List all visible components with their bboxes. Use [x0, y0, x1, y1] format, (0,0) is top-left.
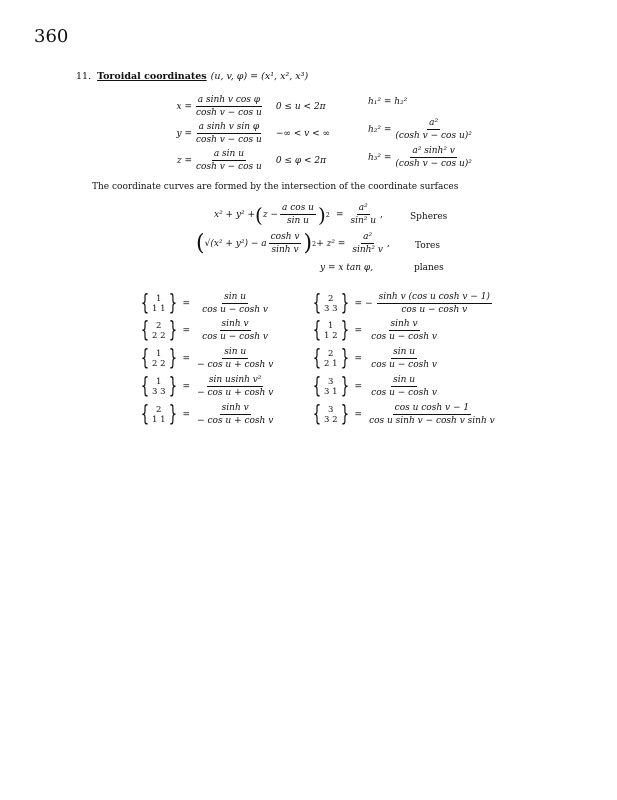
transform-lhs: x =: [176, 101, 192, 112]
transform-y: [168, 122, 330, 145]
surface-tores: ( √(x² + y²) − a $\frac{\text{cosh v}}{\text{sinh v}}$ ) 2 + z² = $\frac{\text{a²}}{\text{sinh² v}}$ ,: [196, 230, 390, 256]
christoffel-symbol: { 2 3 3 } = − $\frac{\text{sinh v (cos u cosh v − 1)}}{\text{cos u − cosh v}}$: [312, 290, 490, 316]
christoffel-bottom-indices: 1 2: [324, 330, 338, 341]
christoffel-bottom-indices: 2 1: [324, 358, 338, 369]
fraction-denominator: sinh v: [271, 245, 299, 255]
surface-spheres: x² + y² + ( z − $\frac{\text{a cos u}}{\text{sin u}}$ ) 2 = $\frac{\text{a²}}{\text{sin² u}}$ ,: [214, 202, 383, 227]
christoffel-fraction: [367, 403, 497, 426]
fraction-numerator: a sin u: [213, 149, 244, 159]
fraction-denominator: sinh² v: [352, 245, 383, 255]
christoffel-symbol: { 2 1 1 } = $\frac{\text{sinh v}}{\text{− cos u + cosh v}}$: [140, 401, 274, 427]
scale-factor-fraction: [393, 118, 473, 141]
fraction-denominator: cos u sinh v − cosh v sinh v: [369, 416, 495, 426]
fraction-numerator: sin u: [393, 375, 416, 385]
christoffel-bottom-indices: 3 3: [324, 303, 338, 314]
scale-factor-h1: h₁² = h₂²: [368, 97, 408, 107]
transform-x: [168, 95, 326, 118]
christoffel-fraction: [195, 292, 275, 315]
christoffel-sign: −: [365, 298, 373, 309]
fraction-denominator: cos u − cosh v: [371, 360, 437, 370]
transform-z: [168, 149, 326, 172]
section-heading: [76, 71, 308, 82]
transform-lhs: y =: [176, 128, 192, 139]
fraction-numerator: a²: [429, 118, 439, 128]
christoffel-symbol: { 1 2 2 } = $\frac{\text{sin u}}{\text{− cos u + cosh v}}$: [140, 345, 274, 371]
fraction-denominator: − cos u + cosh v: [197, 388, 274, 398]
fraction-numerator: sinh v: [221, 403, 249, 413]
surface-planes: y = x tan φ,: [320, 263, 374, 273]
christoffel-symbol: { 2 2 1 } = $\frac{\text{sin u}}{\text{cos u − cosh v}}$: [310, 347, 443, 370]
christoffel-symbol: { 1 1 1 } = $\frac{\text{sin u}}{\text{cos u − cosh v}}$: [138, 292, 277, 315]
surface-rhs-fraction: [350, 232, 385, 255]
surface-inner: z −: [262, 209, 279, 220]
surface-lhs: x² + y² +: [214, 209, 256, 220]
fraction-denominator: sin² u: [350, 216, 377, 226]
fraction-denominator: cos u − cosh v: [371, 388, 437, 398]
christoffel-top-index: 3: [328, 376, 334, 387]
christoffel-top-index: 2: [156, 404, 162, 415]
fraction-denominator: cos u − cosh v: [202, 332, 268, 342]
christoffel-fraction: [195, 403, 275, 426]
fraction-numerator: sin u: [393, 347, 416, 357]
fraction-denominator: cos u − cosh v: [202, 305, 268, 315]
christoffel-bottom-indices: 3 3: [152, 386, 166, 397]
christoffel-top-index: 1: [156, 293, 162, 304]
christoffel-bottom-indices: 1 1: [152, 414, 166, 425]
christoffel-fraction: [367, 319, 441, 342]
christoffel-symbol: { 1 1 2 } = $\frac{\text{sinh v}}{\text{cos u − cosh v}}$: [310, 319, 443, 342]
transform-lhs: z =: [176, 155, 192, 166]
surface-tail: + z² =: [316, 238, 346, 249]
christoffel-fraction: [367, 347, 441, 370]
fraction-denominator: cos u − cosh v: [371, 332, 437, 342]
paren-close: ): [317, 202, 326, 227]
surface-label-spheres: Spheres: [410, 212, 448, 222]
fraction-denominator: (cosh v − cos u)²: [395, 131, 472, 141]
fraction-numerator: cosh v: [270, 232, 300, 242]
christoffel-top-index: 1: [156, 348, 162, 359]
surface-rhs-fraction: [348, 203, 378, 226]
christoffel-bottom-indices: 2 2: [152, 330, 166, 341]
page-number: 360: [34, 26, 69, 47]
paren-open: (: [255, 202, 263, 227]
christoffel-bottom-indices: 2 2: [152, 358, 166, 369]
surface-fraction: [280, 203, 316, 226]
transform-fraction: [194, 122, 264, 145]
fraction-numerator: cos u cosh v − 1: [394, 403, 470, 413]
fraction-denominator: cosh v − cos u: [196, 162, 262, 172]
fraction-numerator: sinh v (cos u cosh v − 1): [378, 292, 490, 302]
fraction-denominator: cos u − cosh v: [401, 305, 468, 315]
section-coordinates: (u, v, φ) = (x¹, x², x³): [210, 71, 309, 82]
fraction-denominator: − cos u + cosh v: [197, 360, 274, 370]
fraction-numerator: a² sinh² v: [412, 146, 455, 156]
christoffel-bottom-indices: 3 1: [324, 386, 338, 397]
christoffel-top-index: 1: [328, 320, 334, 331]
fraction-numerator: sin u: [224, 292, 247, 302]
christoffel-top-index: 2: [156, 320, 162, 331]
fraction-denominator: cosh v − cos u: [196, 108, 262, 118]
christoffel-top-index: 3: [328, 404, 334, 415]
surface-label-tores: Tores: [415, 241, 440, 251]
christoffel-top-index: 1: [156, 376, 162, 387]
transform-fraction: [194, 95, 264, 118]
scale-factor-lhs: h₃² =: [368, 152, 392, 163]
fraction-numerator: sinh v: [390, 319, 418, 329]
scale-factor-h2: [368, 118, 476, 141]
intro-paragraph: The coordinate curves are formed by the intersection of the coordinate surfaces: [92, 182, 459, 192]
surface-lhs: √(x² + y²) − a: [204, 238, 267, 249]
fraction-numerator: a²: [358, 203, 368, 213]
scale-factor-h3: [368, 146, 476, 169]
transform-fraction: [194, 149, 264, 172]
transform-condition: 0 ≤ φ < 2π: [275, 155, 327, 166]
fraction-numerator: a sinh v sin φ: [198, 122, 260, 132]
fraction-denominator: cosh v − cos u: [196, 135, 262, 145]
christoffel-fraction: [195, 347, 275, 370]
surface-label-planes: planes: [414, 263, 444, 273]
christoffel-fraction: [367, 375, 441, 398]
fraction-numerator: sinh v: [221, 319, 249, 329]
fraction-numerator: a²: [363, 232, 373, 242]
christoffel-symbol: { 2 2 2 } = $\frac{\text{sinh v}}{\text{cos u − cosh v}}$: [138, 319, 277, 342]
scale-factor-lhs: h₂² =: [368, 124, 392, 135]
christoffel-fraction: [195, 375, 275, 398]
christoffel-fraction: [377, 292, 492, 315]
christoffel-bottom-indices: 1 1: [152, 303, 166, 314]
paren-close: ): [303, 230, 313, 256]
surface-fraction: [269, 232, 302, 255]
christoffel-symbol: { 3 3 2 } = $\frac{\text{cos u cosh v − 1}}{\text{cos u sinh v − cosh v sinh v}}$: [312, 401, 495, 427]
paren-open: (: [196, 230, 205, 256]
transform-condition: −∞ < v < ∞: [275, 128, 330, 139]
transform-condition: 0 ≤ u < 2π: [275, 101, 326, 112]
christoffel-symbol: { 1 3 3 } = $\frac{\text{sin usinh v²}}{\text{− cos u + cosh v}}$: [140, 373, 274, 399]
section-title: Toroidal coordinates: [97, 71, 207, 82]
fraction-denominator: sin u: [287, 216, 309, 226]
christoffel-top-index: 2: [328, 348, 334, 359]
scale-factor-fraction: [393, 146, 473, 169]
fraction-denominator: − cos u + cosh v: [197, 416, 274, 426]
section-number: 11.: [76, 71, 92, 82]
christoffel-top-index: 2: [328, 293, 334, 304]
fraction-numerator: a cos u: [282, 203, 314, 213]
fraction-numerator: a sinh v cos φ: [197, 95, 261, 105]
christoffel-symbol: { 3 3 1 } = $\frac{\text{sin u}}{\text{cos u − cosh v}}$: [310, 375, 443, 398]
christoffel-fraction: [195, 319, 275, 342]
fraction-numerator: sin u: [224, 347, 247, 357]
fraction-numerator: sin usinh v²: [208, 375, 262, 385]
fraction-denominator: (cosh v − cos u)²: [395, 159, 472, 169]
christoffel-bottom-indices: 3 2: [324, 414, 338, 425]
